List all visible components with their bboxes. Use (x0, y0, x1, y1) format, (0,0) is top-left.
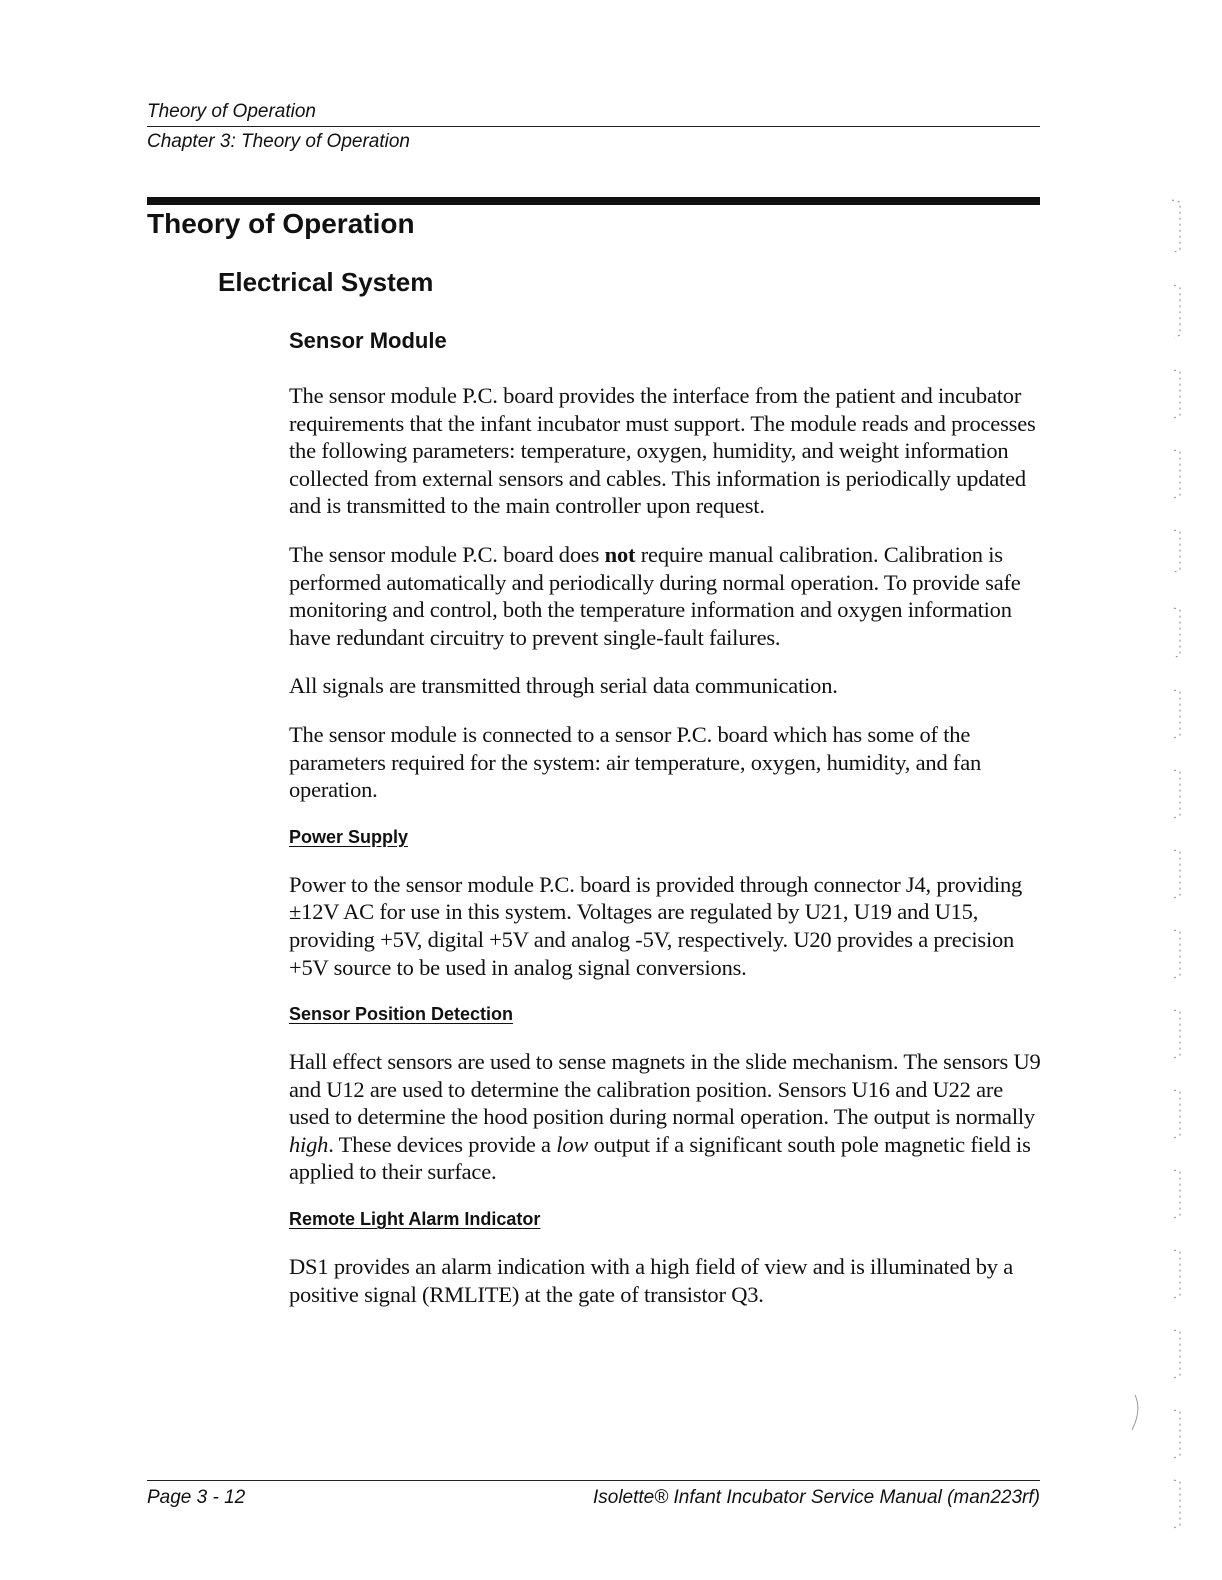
remote-light-paragraph: DS1 provides an alarm indication with a high field of view and is illuminated by a positive signal (RMLITE) at the gate of transistor Q3. (289, 1254, 1014, 1307)
page-title: Theory of Operation (147, 208, 415, 239)
sensor-module-paragraph-1: The sensor module P.C. board provides the interface from the patient and incubator requirements that the infant incubator must support. The module reads and processes the following parameters: temperature, oxygen, humidity, and weight information collected from external sensors and cables. This information is periodically updated and is transmitted to the main controller upon request. (289, 383, 1036, 519)
sensor-position-paragraph: Hall effect sensors are used to sense magnets in the slide mechanism. The sensors U9 and U12 are used to determine the calibration position. Sensors U16 and U22 are used to determine the hood position during normal operation. The output is normally high. These devices provide a low output if a significant south pole magnetic field is applied to their surface. (289, 1049, 1041, 1185)
subsection-heading: Sensor Module (289, 328, 447, 353)
emphasis-not: not (604, 541, 636, 567)
scan-artifacts (1130, 170, 1210, 1550)
emphasis-low: low (556, 1131, 589, 1157)
power-supply-paragraph: Power to the sensor module P.C. board is provided through connector J4, providing ±12V AC for use in this system. Voltages are regulated by U21, U19 and U15, providing +5V, digital +5V and analog -5V, respectively. U20 provides a precision +5V source to be used in analog signal conversions. (289, 871, 1023, 980)
power-supply-heading: Power Supply (289, 826, 409, 847)
sensor-position-heading: Sensor Position Detection (289, 1004, 514, 1025)
emphasis-high: high (289, 1131, 329, 1157)
sensor-module-paragraph-4: The sensor module is connected to a sensor P.C. board which has some of the parameters required for the system: air temperature, oxygen, humidity, and fan operation. (289, 721, 982, 803)
running-header (147, 100, 1040, 154)
running-header-title: Theory of Operation (147, 100, 1040, 127)
section-heading: Electrical System (218, 267, 434, 297)
page-number: Page 3 - 12 (147, 1487, 246, 1508)
running-header-chapter: Chapter 3: Theory of Operation (147, 131, 410, 152)
section-rule (147, 197, 1040, 205)
main-content (289, 326, 1041, 1329)
remote-light-heading: Remote Light Alarm Indicator (289, 1209, 541, 1230)
manual-title: Isolette® Infant Incubator Service Manual (man223rf) (592, 1487, 1040, 1508)
sensor-module-paragraph-3: All signals are transmitted through serial data communication. (289, 673, 838, 699)
page-footer (147, 1480, 1040, 1510)
sensor-module-paragraph-2: The sensor module P.C. board does not require manual calibration. Calibration is performed automatically and periodically during normal operation. To provide safe monitoring and control, both the temperature information and oxygen information have redundant circuitry to prevent single-fault failures. (289, 541, 1021, 650)
